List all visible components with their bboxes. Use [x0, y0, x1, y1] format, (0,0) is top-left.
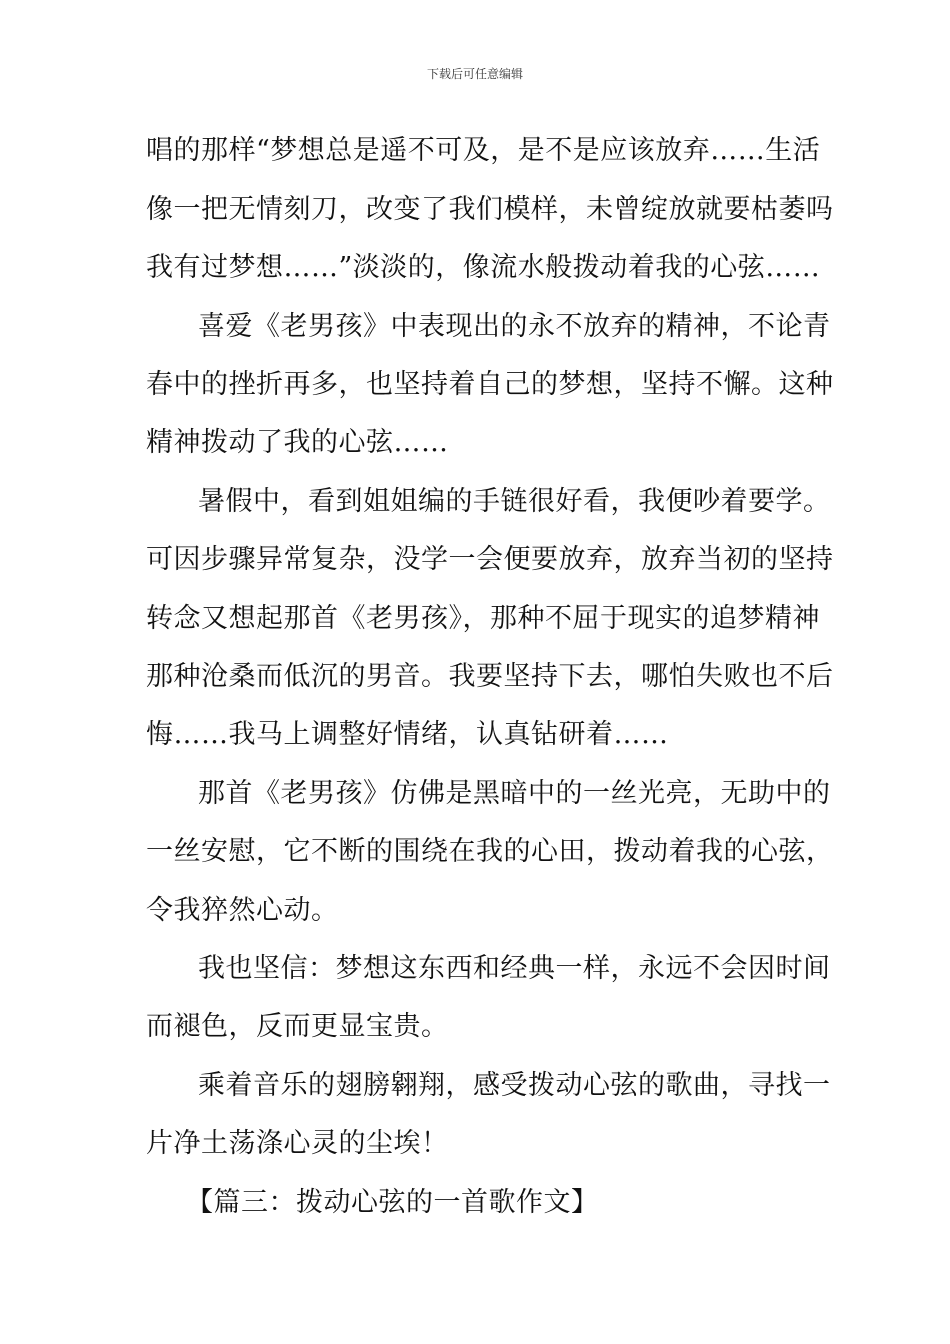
- page-header-note: 下载后可任意编辑: [426, 67, 523, 81]
- text-line: 我有过梦想……”淡淡的，像流水般拨动着我的心弦……: [146, 252, 821, 283]
- text-line: 精神拨动了我的心弦……: [146, 427, 449, 458]
- text-line: 而褪色，反而更显宝贵。: [146, 1011, 449, 1042]
- text-line: 唱的那样“梦想总是遥不可及，是不是应该放弃……生活: [146, 135, 821, 166]
- paragraph-first-line: 我也坚信：梦想这东西和经典一样，永远不会因时间: [198, 953, 831, 984]
- text-line: 可因步骤异常复杂，没学一会便要放弃，放弃当初的坚持: [146, 544, 834, 575]
- paragraph-first-line: 那首《老男孩》仿佛是黑暗中的一丝光亮，无助中的: [198, 778, 831, 809]
- text-line: 片净土荡涤心灵的尘埃！: [146, 1128, 449, 1159]
- paragraph-first-line: 喜爱《老男孩》中表现出的永不放弃的精神，不论青: [198, 311, 831, 342]
- section-heading: 【篇三：拨动心弦的一首歌作文】: [186, 1187, 599, 1218]
- text-line: 那种沧桑而低沉的男音。我要坚持下去，哪怕失败也不后: [146, 661, 834, 692]
- paragraph-first-line: 乘着音乐的翅膀翱翔，感受拨动心弦的歌曲，寻找一: [198, 1070, 831, 1101]
- paragraph-first-line: 暑假中，看到姐姐编的手链很好看，我便吵着要学。: [198, 486, 831, 517]
- text-line: 转念又想起那首《老男孩》，那种不屈于现实的追梦精神: [146, 603, 820, 634]
- text-line: 令我猝然心动。: [146, 895, 339, 926]
- text-line: 一丝安慰，它不断的围绕在我的心田，拨动着我的心弦，: [146, 836, 834, 867]
- text-line: 春中的挫折再多，也坚持着自己的梦想，坚持不懈。这种: [146, 369, 834, 400]
- text-line: 悔……我马上调整好情绪，认真钻研着……: [146, 719, 669, 750]
- text-line: 像一把无情刻刀，改变了我们模样，未曾绽放就要枯萎吗: [146, 194, 834, 225]
